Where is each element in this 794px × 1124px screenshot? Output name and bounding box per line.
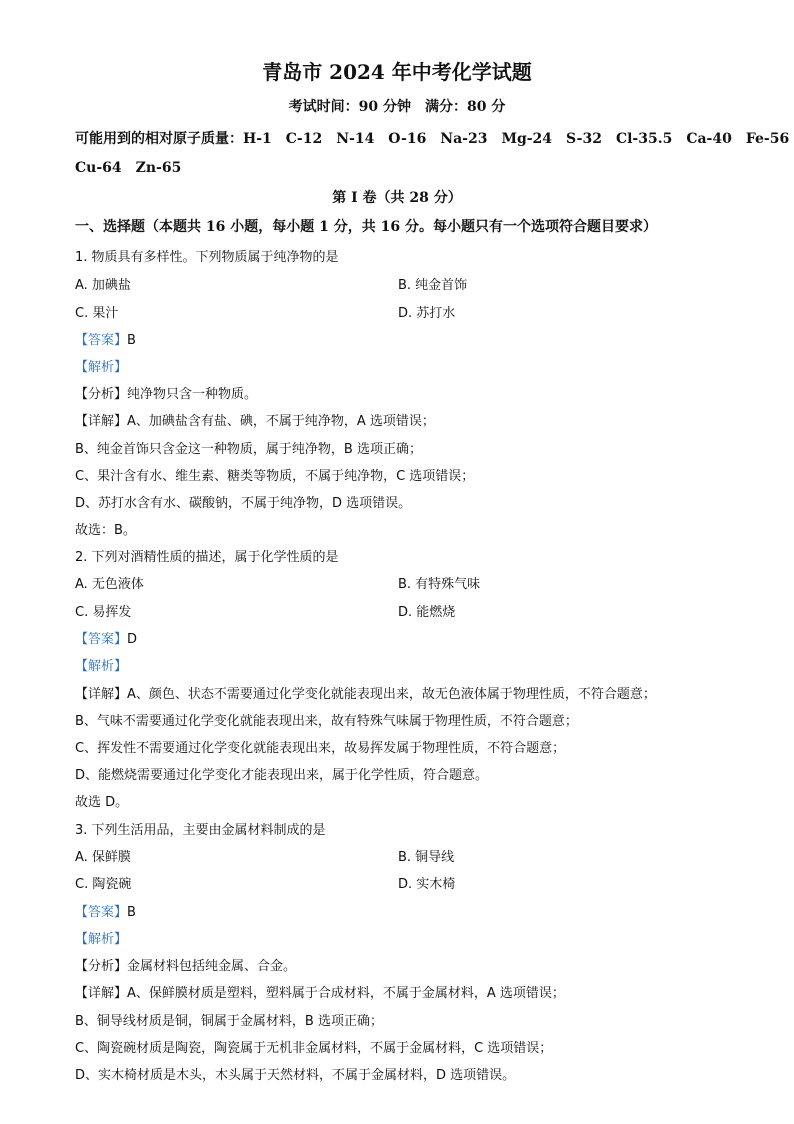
atomic-mass-line-1: 可能用到的相对原子质量：H-1 C-12 N-14 O-16 Na-23 Mg-24 S-32 Cl-35.5 Ca-40 Fe-56 — [75, 131, 790, 147]
q3-detail-1 — [75, 982, 565, 1001]
q1-option-b: B. 纯金首饰 — [398, 278, 468, 293]
q1-detail-2: B、纯金首饰只含金这一种物质，属于纯净物，B 选项正确； — [75, 442, 422, 457]
q2-option-a: A. 无色液体 — [75, 577, 144, 592]
detail-tag: 【详解】 — [75, 986, 128, 1001]
q3-option-d: D. 实木椅 — [398, 877, 456, 892]
q3-detail-3: C、陶瓷碗材质是陶瓷，陶瓷属于无机非金属材料，不属于金属材料，C 选项错误； — [75, 1041, 553, 1056]
q2-conclusion: 故选 D。 — [75, 795, 129, 810]
answer-value: B — [127, 905, 136, 920]
answer-value: B — [127, 333, 136, 348]
q1-answer — [75, 329, 136, 348]
q3-detail-4: D、实木椅材质是木头，木头属于天然材料，不属于金属材料，D 选项错误。 — [75, 1068, 516, 1083]
q2-detail-2: B、气味不需要通过化学变化就能表现出来，故有特殊气味属于物理性质，不符合题意； — [75, 714, 578, 729]
q3-answer — [75, 901, 136, 920]
q3-option-a: A. 保鲜膜 — [75, 850, 131, 865]
q3-option-c: C. 陶瓷碗 — [75, 877, 132, 892]
q1-option-a: A. 加碘盐 — [75, 278, 131, 293]
detail-text: A、颜色、状态不需要通过化学变化就能表现出来，故无色液体属于物理性质，不符合题意； — [127, 687, 656, 702]
answer-tag: 【答案】 — [75, 632, 128, 647]
detail-tag: 【详解】 — [75, 414, 128, 429]
answer-value: D — [127, 632, 138, 647]
q3-fenxi — [75, 955, 296, 974]
q2-option-b: B. 有特殊气味 — [398, 577, 481, 592]
fenxi-text: 金属材料包括纯金属、合金。 — [127, 959, 297, 974]
exam-info: 考试时间：90 分钟 满分：80 分 — [288, 99, 506, 115]
fenxi-tag: 【分析】 — [75, 387, 128, 402]
q1-option-c: C. 果汁 — [75, 306, 119, 321]
q1-conclusion: 故选：B。 — [75, 523, 136, 538]
section-title: 第 I 卷（共 28 分） — [332, 190, 462, 206]
q2-detail-1 — [75, 683, 656, 702]
q2-analysis-tag: 【解析】 — [75, 659, 128, 674]
q1-detail-1 — [75, 410, 435, 429]
part-title: 一、选择题（本题共 16 小题，每小题 1 分，共 16 分。每小题只有一个选项符合题目要求） — [75, 219, 657, 235]
q2-stem: 2. 下列对酒精性质的描述，属于化学性质的是 — [75, 550, 339, 565]
answer-tag: 【答案】 — [75, 905, 128, 920]
q3-stem: 3. 下列生活用品，主要由金属材料制成的是 — [75, 823, 326, 838]
q1-analysis-tag: 【解析】 — [75, 360, 128, 375]
atomic-mass-line-2: Cu-64 Zn-65 — [75, 160, 182, 176]
answer-tag: 【答案】 — [75, 333, 128, 348]
exam-title: 青岛市 2024 年中考化学试题 — [262, 60, 532, 84]
q3-analysis-tag: 【解析】 — [75, 932, 128, 947]
fenxi-tag: 【分析】 — [75, 959, 128, 974]
q2-detail-3: C、挥发性不需要通过化学变化就能表现出来，故易挥发属于物理性质，不符合题意； — [75, 741, 566, 756]
q1-fenxi — [75, 383, 257, 402]
q1-detail-3: C、果汁含有水、维生素、糖类等物质，不属于纯净物，C 选项错误； — [75, 469, 475, 484]
q3-option-b: B. 铜导线 — [398, 850, 455, 865]
q3-detail-2: B、铜导线材质是铜，铜属于金属材料，B 选项正确； — [75, 1014, 383, 1029]
detail-text: A、保鲜膜材质是塑料，塑料属于合成材料，不属于金属材料，A 选项错误； — [127, 986, 565, 1001]
q2-detail-4: D、能燃烧需要通过化学变化才能表现出来，属于化学性质，符合题意。 — [75, 768, 489, 783]
q2-answer — [75, 628, 137, 647]
q2-option-c: C. 易挥发 — [75, 605, 132, 620]
q1-option-d: D. 苏打水 — [398, 306, 456, 321]
fenxi-text: 纯净物只含一种物质。 — [127, 387, 258, 402]
q1-stem: 1. 物质具有多样性。下列物质属于纯净物的是 — [75, 250, 339, 265]
q1-detail-4: D、苏打水含有水、碳酸钠，不属于纯净物，D 选项错误。 — [75, 496, 412, 511]
detail-tag: 【详解】 — [75, 687, 128, 702]
detail-text: A、加碘盐含有盐、碘，不属于纯净物，A 选项错误； — [127, 414, 435, 429]
q2-option-d: D. 能燃烧 — [398, 605, 456, 620]
